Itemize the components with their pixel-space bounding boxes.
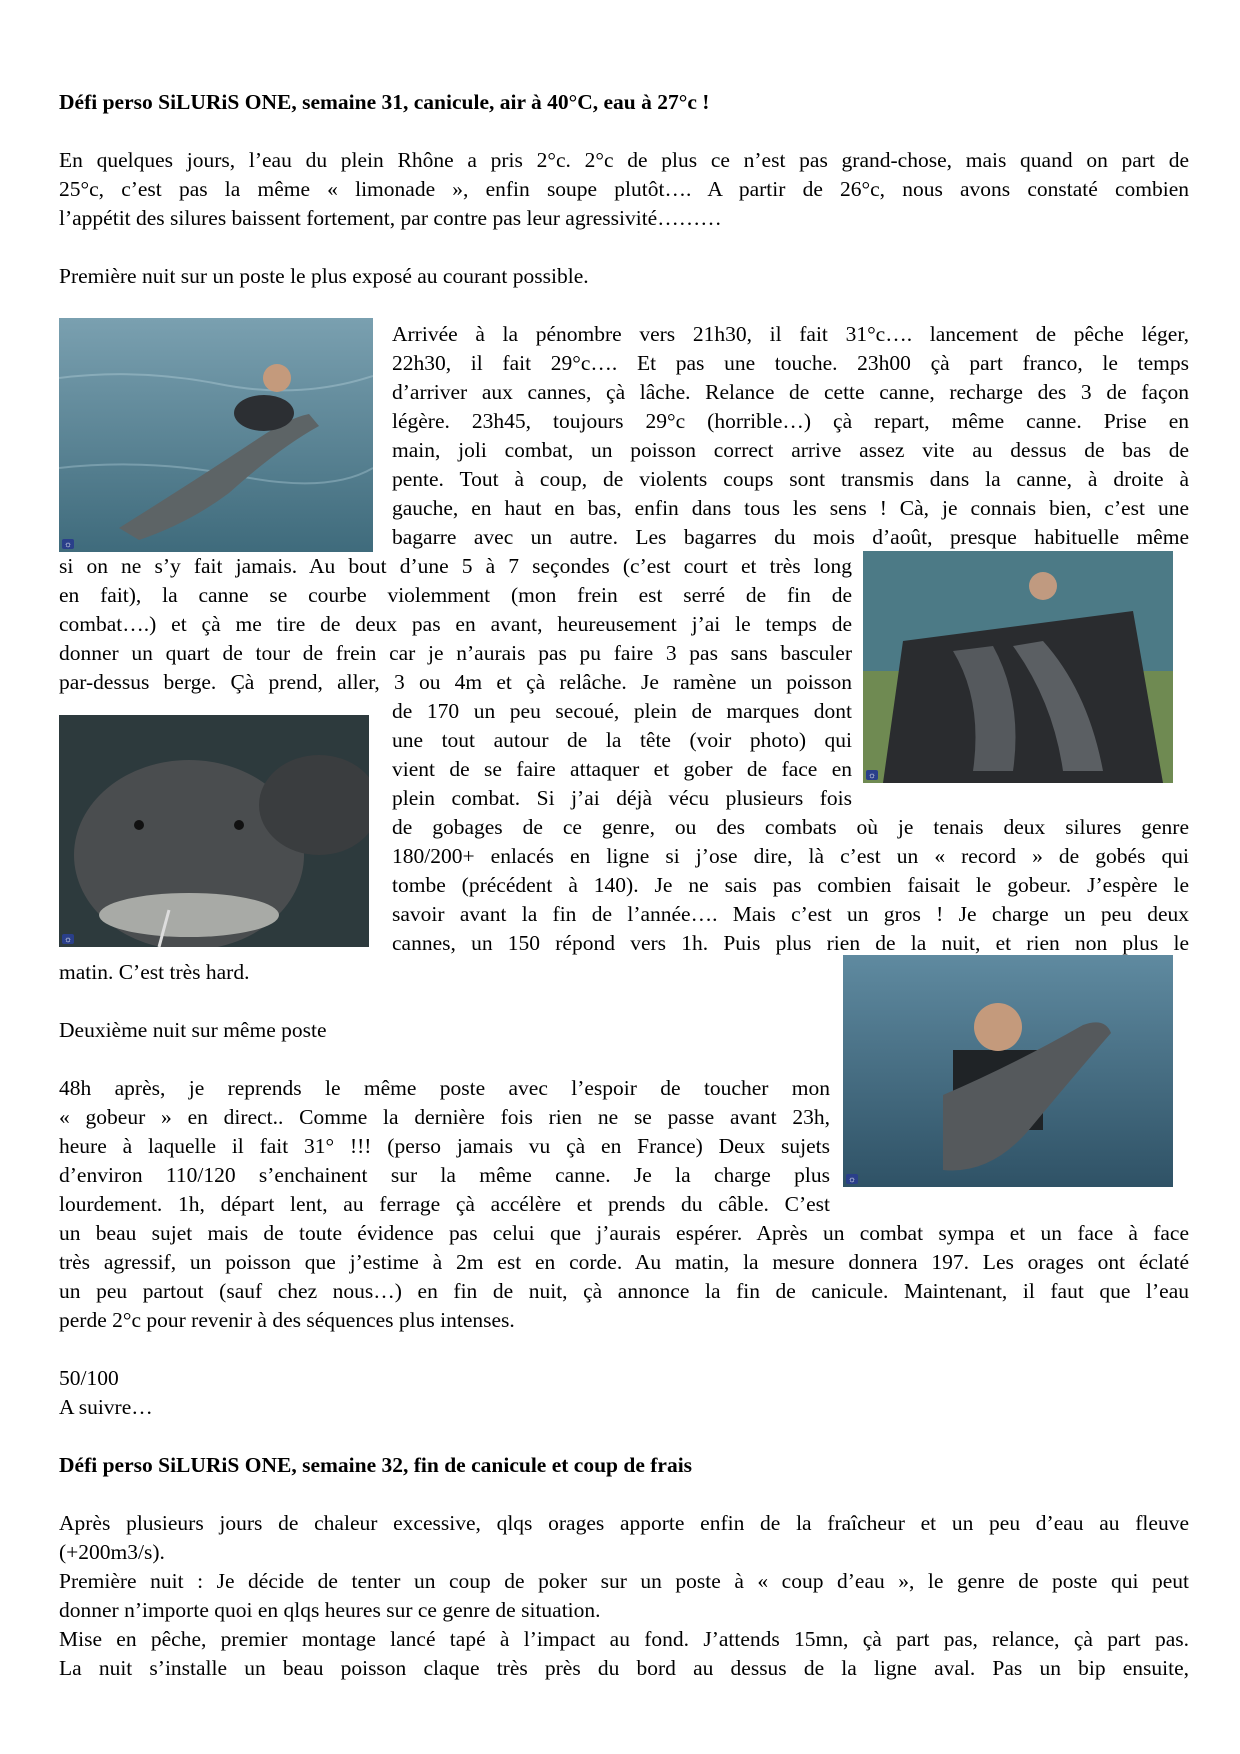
watermark-icon: ☼ — [63, 539, 73, 549]
text-line: très agressif, un poisson que j’estime à 2m est en corde. Au matin, la mesure donnera 197. Les orages ont éclaté — [59, 1250, 1189, 1274]
text-line: de 170 un peu secoué, plein de marques dont — [392, 699, 852, 723]
text-line: d’arriver aux cannes, çà lâche. Relance de cette canne, recharge des 3 de façon — [392, 380, 1189, 404]
night1-heading: Première nuit sur un poste le plus exposé au courant possible. — [59, 264, 589, 288]
text-line: perde 2°c pour revenir à des séquences plus intenses. — [59, 1308, 515, 1332]
text-line: 22h30, il fait 29°c…. Et pas une touche. 23h00 çà part franco, le temps — [392, 351, 1189, 375]
section1-title: Défi perso SiLURiS ONE, semaine 31, canicule, air à 40°C, eau à 27°c ! — [59, 90, 710, 114]
text-line: cannes, un 150 répond vers 1h. Puis plus rien de la nuit, et rien non plus le — [392, 931, 1189, 955]
text-line: d’environ 110/120 s’enchainent sur la même canne. Je la charge plus — [59, 1163, 830, 1187]
text-line: un beau sujet mais de toute évidence pas celui que j’aurais espérer. Après un combat sympa et un face à face — [59, 1221, 1189, 1245]
text-line: légère. 23h45, toujours 29°c (horrible…) çà repart, même canne. Prise en — [392, 409, 1189, 433]
watermark-icon: ☼ — [847, 1174, 857, 1184]
text-line: l’appétit des silures baissent fortement, par contre pas leur agressivité……… — [59, 206, 722, 230]
text-line: donner n’importe quoi en qlqs heures sur ce genre de situation. — [59, 1598, 601, 1622]
text-line: Après plusieurs jours de chaleur excessive, qlqs orages apporte enfin de la fraîcheur et un peu d’eau au fleuve — [59, 1511, 1189, 1535]
text-line: Première nuit : Je décide de tenter un coup de poker sur un poste à « coup d’eau », le genre de poste qui peut — [59, 1569, 1189, 1593]
text-line: gauche, en haut en bas, enfin dans tous les sens ! Cà, je connais bien, c’est une — [392, 496, 1189, 520]
text-line: une tout autour de la tête (voir photo) qui — [392, 728, 852, 752]
text-line: si on ne s’y fait jamais. Au bout d’une 5 à 7 seçondes (c’est court et très long — [59, 554, 852, 578]
watermark-icon: ☼ — [63, 934, 73, 944]
text-line: main, joli combat, un poisson correct arrive assez vite au dessus de bas de — [392, 438, 1189, 462]
text-line: pente. Tout à coup, de violents coups sont transmis dans la canne, à droite à — [392, 467, 1189, 491]
text-line: matin. C’est très hard. — [59, 960, 250, 984]
section2-title: Défi perso SiLURiS ONE, semaine 32, fin de canicule et coup de frais — [59, 1453, 693, 1477]
photo-angler-catfish-river — [59, 318, 373, 552]
text-line: de gobages de ce genre, ou des combats où je tenais deux silures genre — [392, 815, 1189, 839]
text-line: donner un quart de tour de frein car je n’aurais pas pu faire 3 pas sans basculer — [59, 641, 852, 665]
text-line: 25°c, c’est pas la même « limonade », enfin soupe plutôt…. A partir de 26°c, nous avons constaté combien — [59, 177, 1189, 201]
text-line: un peu partout (sauf chez nous…) en fin de nuit, çà annonce la fin de canicule. Maintenant, il faut que l’eau — [59, 1279, 1189, 1303]
text-line: combat….) et çà me tire de deux pas en avant, heureusement j’ai le temps de — [59, 612, 852, 636]
text-line: lourdement. 1h, départ lent, au ferrage çà accélère et prends du câble. C’est — [59, 1192, 830, 1216]
to-follow: A suivre… — [59, 1395, 153, 1419]
text-line: heure à laquelle il fait 31° !!! (perso jamais vu çà en France) Deux sujets — [59, 1134, 830, 1158]
text-line: vient de se faire attaquer et gober de face en — [392, 757, 852, 781]
text-line: par-dessus berge. Çà prend, aller, 3 ou 4m et çà relâche. Je ramène un poisson — [59, 670, 852, 694]
photo-angler-large-catfish — [843, 955, 1173, 1187]
text-line: Arrivée à la pénombre vers 21h30, il fait 31°c…. lancement de pêche léger, — [392, 322, 1189, 346]
text-line: plein combat. Si j’ai déjà vécu plusieurs fois — [392, 786, 852, 810]
photo-two-catfish-mat — [863, 551, 1173, 783]
night2-heading: Deuxième nuit sur même poste — [59, 1018, 327, 1042]
text-line: tombe (précédent à 140). Je ne sais pas combien faisait le gobeur. J’espère le — [392, 873, 1189, 897]
text-line: 48h après, je reprends le même poste avec l’espoir de toucher mon — [59, 1076, 830, 1100]
text-line: « gobeur » en direct.. Comme la dernière fois rien ne se passe avant 23h, — [59, 1105, 830, 1129]
score: 50/100 — [59, 1366, 119, 1390]
text-line: 180/200+ enlacés en ligne si j’ose dire, là c’est un « record » de gobés qui — [392, 844, 1189, 868]
text-line: La nuit s’installe un beau poisson claque très près du bord au dessus de la ligne aval. Pas un bip ensuite, — [59, 1656, 1189, 1680]
watermark-icon: ☼ — [867, 770, 877, 780]
photo-catfish-head-closeup — [59, 715, 369, 947]
text-line: En quelques jours, l’eau du plein Rhône a pris 2°c. 2°c de plus ce n’est pas grand-chose, mais quand on part de — [59, 148, 1189, 172]
text-line: en fait), la canne se courbe violemment (mon frein est serré de fin de — [59, 583, 852, 607]
text-line: (+200m3/s). — [59, 1540, 165, 1564]
text-line: Mise en pêche, premier montage lancé tapé à l’impact au fond. J’attends 15mn, çà part pas, relance, çà part pas. — [59, 1627, 1189, 1651]
text-line: bagarre avec un autre. Les bagarres du mois d’août, presque habituelle même — [392, 525, 1189, 549]
text-line: savoir avant la fin de l’année…. Mais c’est un gros ! Je charge un peu deux — [392, 902, 1189, 926]
